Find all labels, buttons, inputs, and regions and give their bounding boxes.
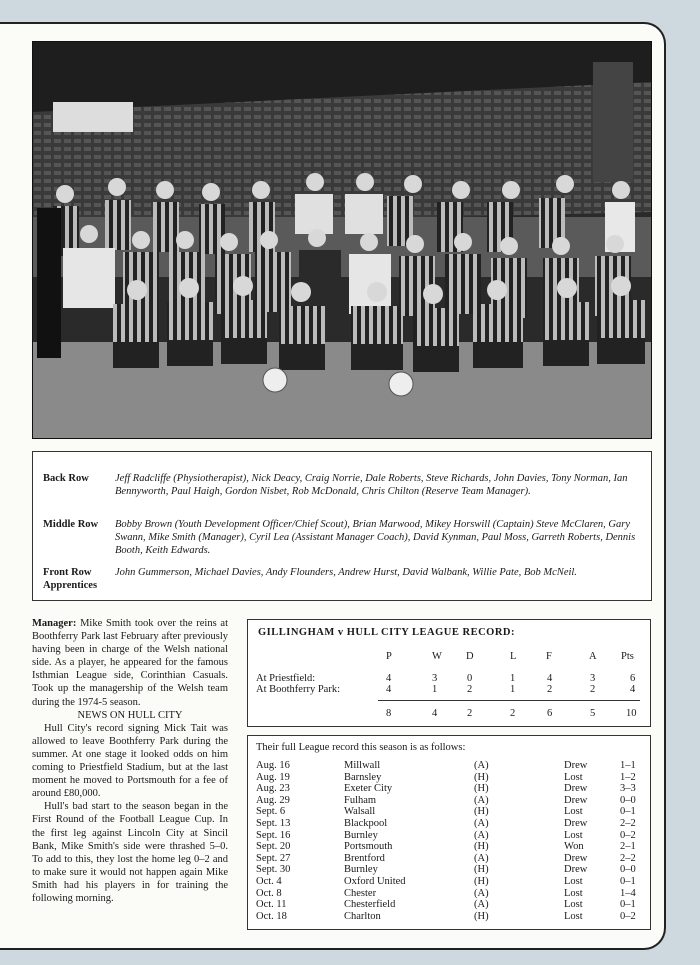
team-photo xyxy=(32,41,652,439)
news-heading: NEWS ON HULL CITY xyxy=(77,709,183,721)
fixture-venue: (H) xyxy=(474,876,489,887)
record-row-label: At Boothferry Park: xyxy=(256,684,340,695)
col-header: Pts xyxy=(621,651,634,662)
record-total: 10 xyxy=(626,708,637,719)
fixture-opponent: Burnley xyxy=(344,829,378,841)
fixture-venue: (A) xyxy=(474,829,489,841)
fixture-score: 2–2 xyxy=(620,852,636,864)
fixture-score: 1–1 xyxy=(620,760,636,771)
season-intro: Their full League record this season is as follows: xyxy=(256,742,466,753)
fixture-opponent: Brentford xyxy=(344,852,385,864)
article-paragraph: Hull City's record signing Mick Tait was allowed to leave Boothferry Park during the summer. At one stage it looked odds on him coming to Priestfield Stadium, but at the last moment he moved to Portsmouth for a fee of around £80,000. xyxy=(32,722,228,800)
team-photo-illustration xyxy=(33,42,651,438)
fixture-result: Drew xyxy=(564,783,588,795)
fixture-opponent: Charlton xyxy=(344,910,381,922)
col-header: P xyxy=(386,651,392,662)
manager-text: Mike Smith took over the reins at Boothferry Park last February after previously having been in charge of the Welsh national side. As a player, he appeared for the famous Isthmian League side, Corinthian Casuals. Took up the managership of the Welsh team during the 1974-5 season. xyxy=(32,618,228,708)
record-cell: 4 xyxy=(630,684,636,695)
divider xyxy=(378,700,640,701)
fixture-result: Drew xyxy=(564,794,588,806)
caption-names: Bobby Brown (Youth Development Officer/Chief Scout), Brian Marwood, Mikey Horswill (Captain) Steve McClaren, Gary Swann, Mike Smith (Manager), Cyril Lea (Assistant Manager Coach), David Kynman, Paul Moss, Garreth Roberts, Dennis Booth, Keith Edwards. xyxy=(115,519,636,556)
season-record-box xyxy=(247,735,651,930)
caption-back-row xyxy=(43,472,643,514)
fixture-score: 2–1 xyxy=(620,841,636,853)
record-row-label: At Priestfield: xyxy=(256,673,316,684)
caption-middle-row xyxy=(43,518,643,558)
record-cell: 3 xyxy=(590,673,596,684)
fixture-score: 0–1 xyxy=(620,876,636,887)
fixture-result: Lost xyxy=(564,887,583,899)
fixture-venue: (H) xyxy=(474,864,489,876)
fixture-score: 0–0 xyxy=(620,864,636,876)
record-total: 5 xyxy=(590,708,596,719)
article-column xyxy=(32,617,228,905)
record-cell: 2 xyxy=(547,684,553,695)
fixture-date: Aug. 29 xyxy=(256,794,290,806)
fixture-venue: (A) xyxy=(474,760,489,771)
fixture-venue: (H) xyxy=(474,783,489,795)
caption-label: Middle Row xyxy=(43,519,99,530)
fixture-result: Lost xyxy=(564,806,583,818)
fixture-venue: (A) xyxy=(474,794,489,806)
fixture-date: Oct. 4 xyxy=(256,876,282,887)
fixture-opponent: Oxford United xyxy=(344,876,406,887)
fixture-venue: (A) xyxy=(474,852,489,864)
fixture-date: Sept. 6 xyxy=(256,806,286,818)
fixture-date: Sept. 16 xyxy=(256,829,291,841)
fixture-result: Won xyxy=(564,841,584,853)
fixture-venue: (A) xyxy=(474,887,489,899)
fixture-result: Lost xyxy=(564,876,583,887)
fixture-date: Aug. 19 xyxy=(256,771,290,783)
record-cell: 0 xyxy=(467,673,473,684)
fixture-result: Lost xyxy=(564,829,583,841)
fixture-opponent: Exeter City xyxy=(344,783,393,795)
fixture-result: Drew xyxy=(564,760,588,771)
col-header: F xyxy=(546,651,552,662)
fixture-venue: (H) xyxy=(474,841,489,853)
record-total: 2 xyxy=(510,708,516,719)
record-cell: 6 xyxy=(630,673,636,684)
league-record-title: GILLINGHAM v HULL CITY LEAGUE RECORD: xyxy=(258,627,516,638)
fixture-date: Sept. 20 xyxy=(256,841,291,853)
fixture-result: Lost xyxy=(564,910,583,922)
fixture-venue: (A) xyxy=(474,899,489,911)
fixture-opponent: Millwall xyxy=(344,760,381,771)
record-total: 4 xyxy=(432,708,438,719)
fixture-opponent: Blackpool xyxy=(344,818,388,829)
fixture-score: 3–3 xyxy=(620,783,636,795)
fixture-date: Aug. 16 xyxy=(256,760,290,771)
fixture-date: Oct. 11 xyxy=(256,899,287,911)
fixture-opponent: Chesterfield xyxy=(344,899,396,911)
manager-lead: Manager: xyxy=(32,618,77,629)
fixture-date: Sept. 27 xyxy=(256,852,291,864)
fixture-score: 0–0 xyxy=(620,794,636,806)
fixture-score: 0–2 xyxy=(620,910,636,922)
col-header: L xyxy=(510,651,517,662)
fixture-venue: (H) xyxy=(474,806,489,818)
fixture-opponent: Burnley xyxy=(344,864,378,876)
fixture-venue: (H) xyxy=(474,771,489,783)
league-record-box xyxy=(247,619,651,727)
fixture-score: 0–1 xyxy=(620,899,636,911)
col-header: A xyxy=(589,651,597,662)
fixture-result: Lost xyxy=(564,899,583,911)
fixture-date: Oct. 8 xyxy=(256,887,282,899)
caption-label: Front Row Apprentices xyxy=(43,567,98,591)
fixture-score: 2–2 xyxy=(620,818,636,829)
fixture-venue: (A) xyxy=(474,818,489,829)
photo-caption-box xyxy=(32,451,652,601)
fixture-score: 0–2 xyxy=(620,829,636,841)
fixture-date: Aug. 23 xyxy=(256,783,290,795)
record-cell: 4 xyxy=(386,684,392,695)
record-cell: 1 xyxy=(432,684,438,695)
fixture-date: Oct. 18 xyxy=(256,910,287,922)
caption-label: Back Row xyxy=(43,473,89,484)
fixture-result: Drew xyxy=(564,818,588,829)
record-cell: 4 xyxy=(547,673,553,684)
fixture-result: Drew xyxy=(564,864,588,876)
fixture-date: Sept. 13 xyxy=(256,818,291,829)
record-cell: 2 xyxy=(467,684,473,695)
fixture-result: Lost xyxy=(564,771,583,783)
record-cell: 1 xyxy=(510,673,516,684)
fixture-score: 1–2 xyxy=(620,771,636,783)
fixture-result: Drew xyxy=(564,852,588,864)
fixture-opponent: Portsmouth xyxy=(344,841,393,853)
record-cell: 2 xyxy=(590,684,596,695)
fixture-opponent: Barnsley xyxy=(344,771,382,783)
record-total: 6 xyxy=(547,708,553,719)
article-paragraph: Hull's bad start to the season began in the First Round of the Football League Cup. In the first leg against Lincoln City at Sincil Bank, Mike Smith's side were thrashed 5–0. To add to this, they lost the home leg 0–2 and to make sure it would not happen again Mike Smith had his players in for training the following morning. xyxy=(32,801,228,904)
fixture-date: Sept. 30 xyxy=(256,864,291,876)
record-cell: 4 xyxy=(386,673,392,684)
fixture-opponent: Chester xyxy=(344,887,377,899)
fixture-venue: (H) xyxy=(474,910,489,922)
fixture-score: 1–4 xyxy=(620,887,636,899)
caption-names: Jeff Radcliffe (Physiotherapist), Nick Deacy, Craig Norrie, Dale Roberts, Steve Richards, John Davies, Tony Norman, Ian Bennyworth, Paul Haigh, Gordon Nisbet, Rob McDonald, Chris Chilton (Reserve Team Manager). xyxy=(115,473,628,497)
fixture-score: 0–1 xyxy=(620,806,636,818)
record-cell: 3 xyxy=(432,673,438,684)
record-total: 8 xyxy=(386,708,392,719)
fixture-opponent: Fulham xyxy=(344,794,377,806)
col-header: D xyxy=(466,651,474,662)
fixture-opponent: Walsall xyxy=(344,806,376,818)
caption-front-row xyxy=(43,566,643,594)
record-total: 2 xyxy=(467,708,473,719)
record-cell: 1 xyxy=(510,684,516,695)
col-header: W xyxy=(432,651,442,662)
caption-names: John Gummerson, Michael Davies, Andy Flounders, Andrew Hurst, David Walbank, Willie Pate, Bob McNeil. xyxy=(115,567,577,578)
